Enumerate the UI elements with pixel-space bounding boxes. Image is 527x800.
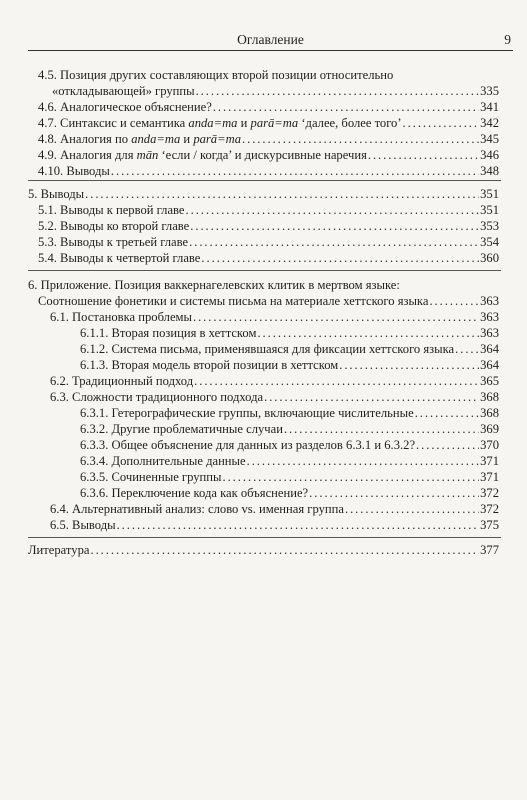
toc-entry-page: 368 [480, 406, 499, 420]
toc-entry-page: 345 [480, 132, 499, 146]
section-divider [28, 180, 501, 181]
toc-entry-4-8 [38, 131, 499, 147]
toc-entry-6-1-2 [80, 341, 499, 357]
toc-entry-page: 365 [480, 374, 499, 388]
toc-entry-4-5-line1: 4.5. Позиция других составляющих второй позиции относительно [38, 68, 394, 82]
leader-dots [339, 357, 479, 373]
toc-entry-4-6 [38, 99, 499, 115]
toc-entry-page: 363 [480, 326, 499, 340]
toc-entry-page: 369 [480, 422, 499, 436]
leader-dots [415, 405, 479, 421]
toc-entry-label: 4.8. Аналогия по anda=ma и parā=ma [38, 132, 241, 146]
toc-entry-5-4 [38, 250, 499, 266]
toc-entry-page: 351 [480, 203, 499, 217]
toc-entry-page: 377 [480, 543, 499, 557]
toc-entry-page: 363 [480, 294, 499, 308]
toc-entry-label: 6.3.4. Дополнительные данные [80, 454, 246, 468]
leader-dots [201, 250, 479, 266]
toc-entry-label: 4.10. Выводы [38, 164, 110, 178]
toc-entry-6-3-6 [80, 485, 499, 501]
toc-entry-label: 6.3.5. Сочиненные группы [80, 470, 222, 484]
toc-entry-page: 351 [480, 187, 499, 201]
leader-dots [257, 325, 479, 341]
leader-dots [194, 373, 479, 389]
toc-entry-6-2 [50, 373, 499, 389]
leader-dots [193, 309, 479, 325]
leader-dots [186, 202, 480, 218]
leader-dots [190, 218, 479, 234]
toc-entry-6-3 [50, 389, 499, 405]
toc-entry-6-line1: 6. Приложение. Позиция ваккернагелевских клитик в мертвом языке: [28, 278, 400, 292]
leader-dots [117, 517, 480, 533]
leader-dots [242, 131, 479, 147]
toc-entry-page: 360 [480, 251, 499, 265]
toc-entry-label: 6.3.1. Гетерографические группы, включающие числительные [80, 406, 414, 420]
toc-entry-page: 375 [480, 518, 499, 532]
toc-entry-page: 364 [480, 342, 499, 356]
toc-entry-6-3-2 [80, 421, 499, 437]
toc-entry-6-3-3 [80, 437, 499, 453]
section-divider [28, 537, 501, 538]
toc-entry-6-1-1 [80, 325, 499, 341]
leader-dots [213, 99, 479, 115]
toc-entry-page: 363 [480, 310, 499, 324]
toc-entry-label: 5.1. Выводы к первой главе [38, 203, 185, 217]
toc-entry-page: 372 [480, 486, 499, 500]
leader-dots [189, 234, 479, 250]
toc-entry-label: 5.2. Выводы ко второй главе [38, 219, 190, 233]
toc-entry-label: 6.3. Сложности традиционного подхода [50, 390, 264, 404]
toc-entry-label: Соотношение фонетики и системы письма на материале хеттского языка [38, 294, 429, 308]
toc-entry-label: 5.4. Выводы к четвертой главе [38, 251, 201, 265]
toc-entry-page: 371 [480, 454, 499, 468]
leader-dots [222, 469, 479, 485]
leader-dots [111, 163, 479, 179]
toc-entry-5 [28, 186, 499, 202]
header-title: Оглавление [237, 32, 304, 47]
toc-entry-page: 364 [480, 358, 499, 372]
toc-entry-page: 368 [480, 390, 499, 404]
toc-entry-5-2 [38, 218, 499, 234]
toc-entry-label: 6.5. Выводы [50, 518, 116, 532]
leader-dots [196, 83, 480, 99]
toc-entry-page: 348 [480, 164, 499, 178]
toc-entry-label: 6.1. Постановка проблемы [50, 310, 192, 324]
leader-dots [345, 501, 479, 517]
leader-dots [416, 437, 479, 453]
toc-entry-6-3-4 [80, 453, 499, 469]
toc-entry-6-3-1 [80, 405, 499, 421]
toc-entry-page: 346 [480, 148, 499, 162]
toc-entry-4-10 [38, 163, 499, 179]
toc-entry-literature [28, 542, 499, 558]
toc-entry-6-4 [50, 501, 499, 517]
toc-entry-label: 5.3. Выводы к третьей главе [38, 235, 189, 249]
toc-entry-label: Литература [28, 543, 90, 557]
toc-entry-4-7 [38, 115, 499, 131]
toc-entry-6 [38, 293, 499, 309]
toc-entry-label: 4.6. Аналогическое объяснение? [38, 100, 212, 114]
toc-entry-page: 370 [480, 438, 499, 452]
toc-entry-label: 6.1.3. Вторая модель второй позиции в хеттском [80, 358, 339, 372]
toc-entry-5-1 [38, 202, 499, 218]
leader-dots [284, 421, 479, 437]
leader-dots [264, 389, 479, 405]
toc-entry-page: 371 [480, 470, 499, 484]
leader-dots [85, 186, 479, 202]
toc-entry-6-5 [50, 517, 499, 533]
toc-entry-4-5 [52, 83, 499, 99]
leader-dots [368, 147, 479, 163]
leader-dots [403, 115, 480, 131]
toc-entry-6-1-3 [80, 357, 499, 373]
toc-entry-label: 6.3.6. Переключение кода как объяснение? [80, 486, 309, 500]
toc-entry-label: 6.4. Альтернативный анализ: слово vs. именная группа [50, 502, 344, 516]
toc-entry-4-9 [38, 147, 499, 163]
toc-entry-page: 354 [480, 235, 499, 249]
toc-entry-6-3-5 [80, 469, 499, 485]
toc-entry-label: 5. Выводы [28, 187, 85, 201]
header-page-number: 9 [504, 32, 511, 47]
toc-entry-label: 6.2. Традиционный подход [50, 374, 194, 388]
leader-dots [429, 293, 479, 309]
section-divider [28, 270, 501, 271]
leader-dots [309, 485, 479, 501]
toc-entry-5-3 [38, 234, 499, 250]
toc-entry-page: 353 [480, 219, 499, 233]
toc-entry-label: 4.9. Аналогия для mān ‘если / когда’ и дискурсивные наречия [38, 148, 367, 162]
leader-dots [247, 453, 480, 469]
toc-entry-label: 6.1.2. Система письма, применявшаяся для фиксации хеттского языка [80, 342, 455, 356]
leader-dots [455, 341, 479, 357]
running-header [28, 30, 513, 51]
toc-entry-page: 372 [480, 502, 499, 516]
toc-entry-label: «откладывающей» группы [52, 84, 195, 98]
toc-entry-page: 335 [480, 84, 499, 98]
toc-entry-page: 342 [480, 116, 499, 130]
leader-dots [90, 542, 479, 558]
toc-entry-label: 4.7. Синтаксис и семантика anda=ma и parā=ma ‘далее, более того’ [38, 116, 402, 130]
toc-entry-page: 341 [480, 100, 499, 114]
toc-entry-label: 6.1.1. Вторая позиция в хеттском [80, 326, 257, 340]
toc-entry-label: 6.3.3. Общее объяснение для данных из разделов 6.3.1 и 6.3.2? [80, 438, 416, 452]
toc-entry-label: 6.3.2. Другие проблематичные случаи [80, 422, 283, 436]
toc-entry-6-1 [50, 309, 499, 325]
